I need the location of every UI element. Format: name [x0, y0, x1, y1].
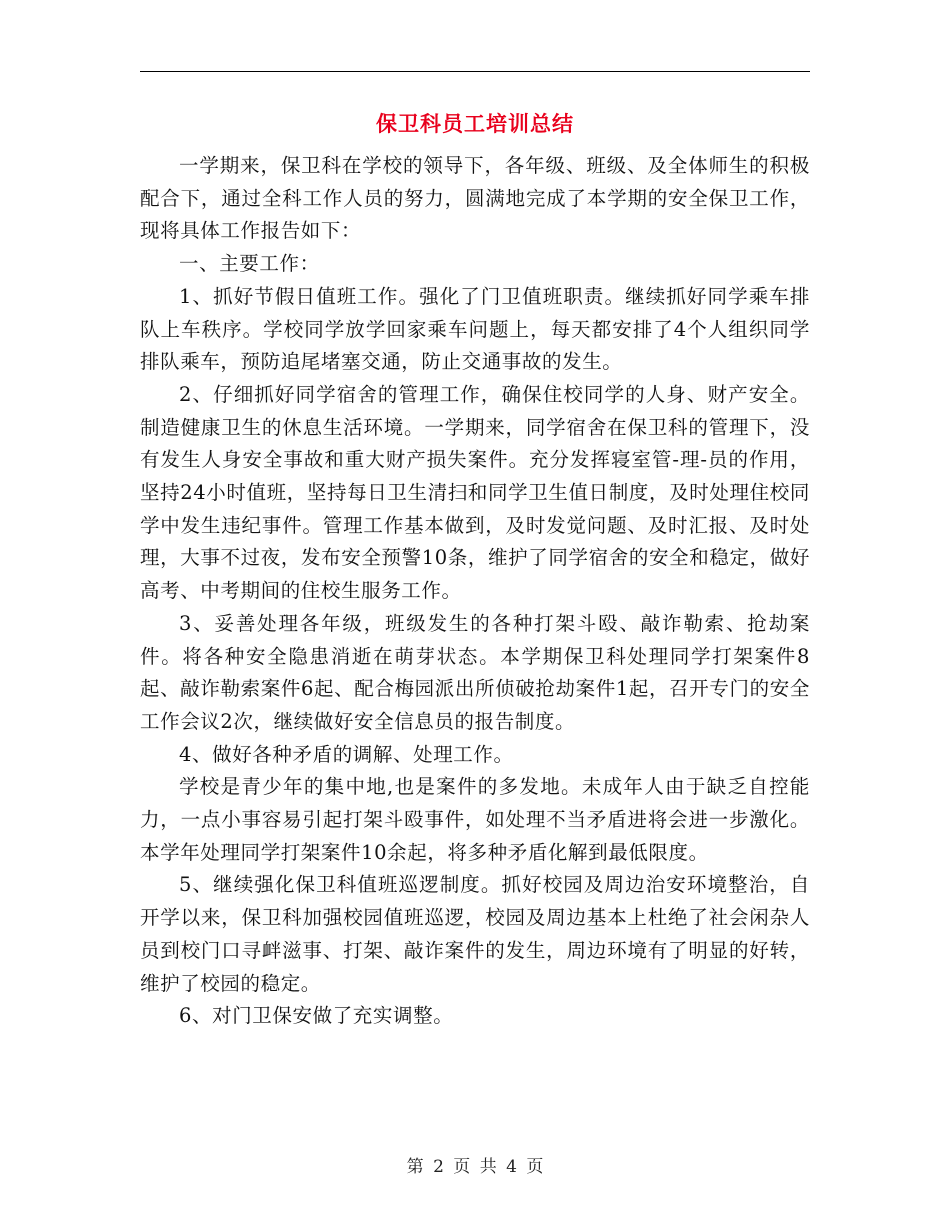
- paragraph-item-6: 6、对门卫保安做了充实调整。: [179, 1004, 454, 1028]
- paragraph-item-3: 3、妥善处理各年级，班级发生的各种打架斗殴、敲诈勒索、抢劫案件。将各种安全隐患消逝在萌芽状态。本学期保卫科处理同学打架案件8起、敲诈勒索案件6起、配合梅园派出所侦破抢劫案件1起，召开专门的安全工作会议2次，继续做好安全信息员的报告制度。: [140, 611, 810, 733]
- page-footer: 第 2 页 共 4 页: [406, 1157, 544, 1177]
- paragraph-item-1: 1、抓好节假日值班工作。强化了门卫值班职责。继续抓好同学乘车排队上车秩序。学校同学放学回家乘车问题上，每天都安排了4个人组织同学排队乘车，预防追尾堵塞交通，防止交通事故的发生。: [140, 284, 810, 374]
- paragraph-item-2: 2、仔细抓好同学宿舍的管理工作，确保住校同学的人身、财产安全。制造健康卫生的休息生活环境。一学期来，同学宿舍在保卫科的管理下，没有发生人身安全事故和重大财产损失案件。充分发挥寝室管-理-员的作用，坚持24小时值班，坚持每日卫生清扫和同学卫生值日制度，及时处理住校同学中发生违纪事件。管理工作基本做到，及时发觉问题、及时汇报、及时处理，大事不过夜，发布安全预警10条，维护了同学宿舍的安全和稳定，做好高考、中考期间的住校生服务工作。: [140, 382, 810, 603]
- header-rule: [140, 71, 810, 72]
- document-body: [140, 150, 810, 1033]
- paragraph-item-5: 5、继续强化保卫科值班巡逻制度。抓好校园及周边治安环境整治，自开学以来，保卫科加强校园值班巡逻，校园及周边基本上杜绝了社会闲杂人员到校门口寻衅滋事、打架、敲诈案件的发生，周边环境有了明显的好转，维护了校园的稳定。: [140, 873, 810, 995]
- document-title: 保卫科员工培训总结: [376, 111, 574, 136]
- paragraph-intro: 一学期来，保卫科在学校的领导下，各年级、班级、及全体师生的积极配合下，通过全科工作人员的努力，圆满地完成了本学期的安全保卫工作，现将具体工作报告如下：: [140, 154, 810, 243]
- paragraph-item-4-detail: 学校是青少年的集中地,也是案件的多发地。未成年人由于缺乏自控能力，一点小事容易引起打架斗殴事件，如处理不当矛盾进将会进一步激化。本学年处理同学打架案件10余起，将多种矛盾化解到最低限度。: [140, 775, 810, 864]
- section-heading-main-work: 一、主要工作：: [179, 252, 320, 276]
- paragraph-item-4: 4、做好各种矛盾的调解、处理工作。: [179, 742, 514, 766]
